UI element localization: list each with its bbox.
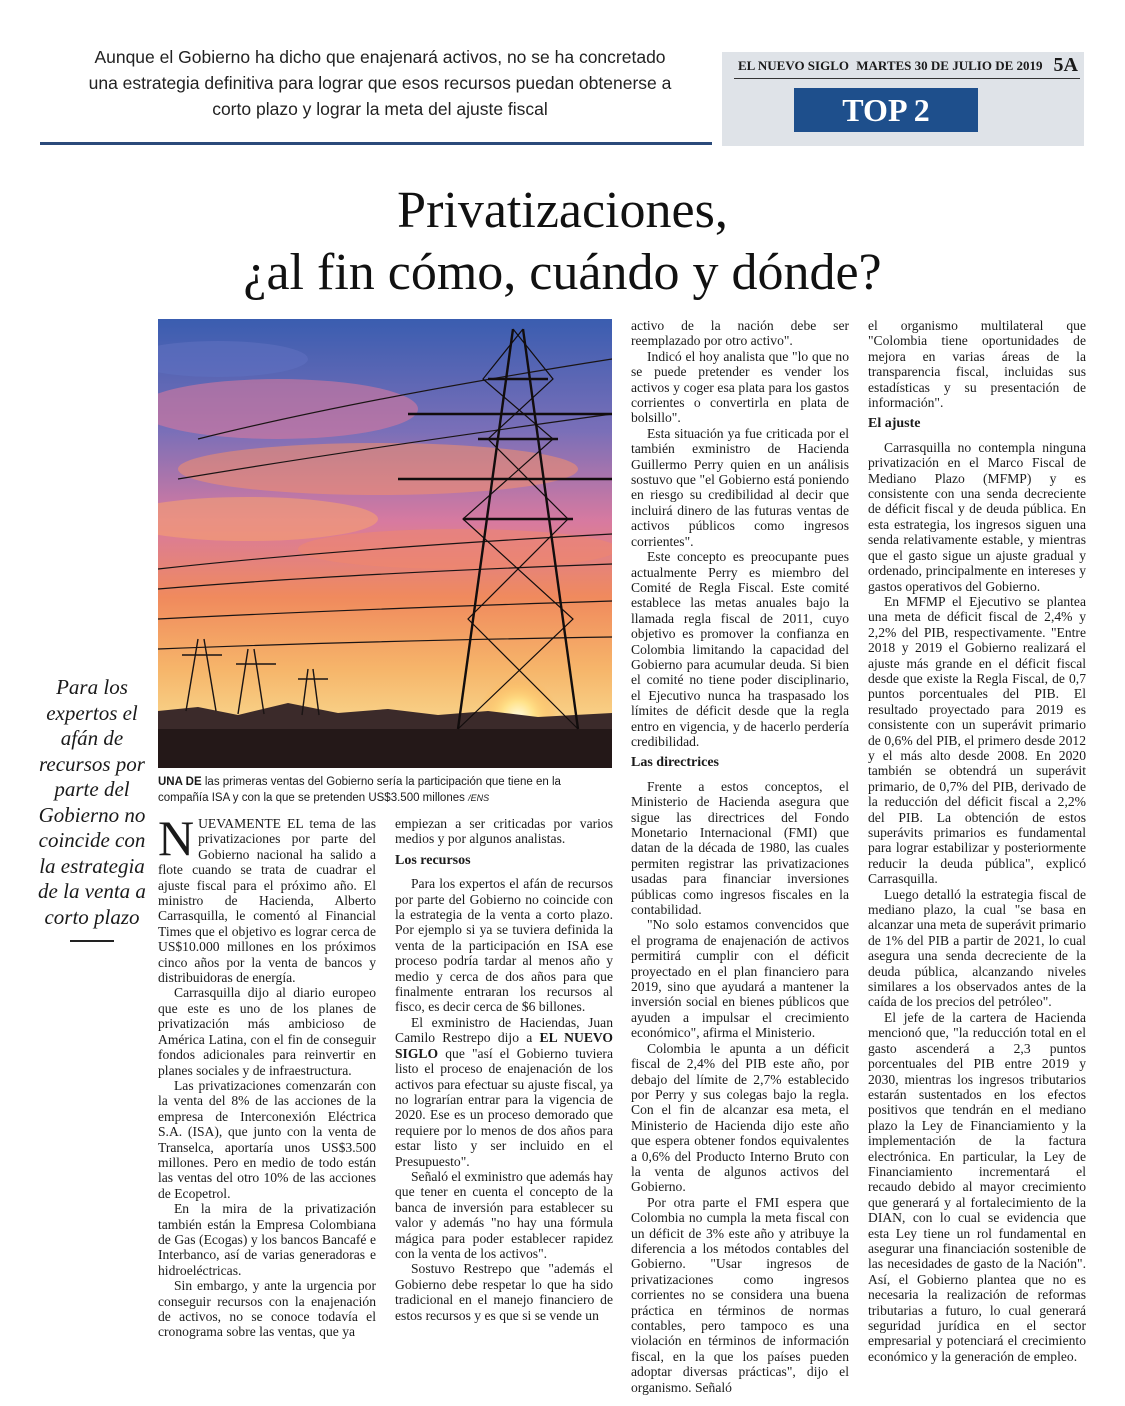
paragraph: Carrasquilla dijo al diario europeo que este es uno de los planes de privatización más ambicioso de América Latina, con el fin de conseguir fondos adicionales para reinvertir en planes sociales y de infraestructura. <box>158 985 376 1078</box>
paragraph: Colombia le apunta a un déficit fiscal de 2,4% del PIB este año, por debajo del límite de 2,7% establecido por Perry y sus colegas bajo la regla. Con el fin de alcanzar esa meta, el Ministerio de Hacienda dijo este año que espera obtener fondos equivalentes a 0,6% del Producto Interno Bruto con la venta de algunos activos del Gobierno. <box>631 1040 849 1195</box>
paragraph: Para los expertos el afán de recursos por parte del Gobierno no coincide con la estrategia de la venta a corto plazo. Por ejemplo si ya se tuviera definida la venta de la participación en ISA ese proceso podría tardar al menos año y medio y cerca de dos años para que finalmente entraran los recursos al fisco, es decir cerca de $6 billones. <box>395 876 613 1015</box>
drop-cap: N <box>158 810 195 866</box>
photo-illustration <box>158 319 612 768</box>
page-number: 5A <box>1053 54 1078 76</box>
subheading-el-ajuste: El ajuste <box>868 416 921 432</box>
deck-divider <box>40 142 712 145</box>
paragraph-text: que "así el Gobierno tuviera listo el proceso de enajenación de los activos para efectuar su ajuste fiscal, ya no lograrían entrar para la vigencia de 2020. Ese es un proceso demorado que requiere por lo menos de dos años para estar listo y ser incluido en el Presupuesto". <box>395 1045 613 1169</box>
article-deck: Aunque el Gobierno ha dicho que enajenará activos, no se ha concretado una estrategia definitiva para lograr que esos recursos puedan obtenerse a corto plazo y lograr la meta del ajuste fiscal <box>88 47 672 119</box>
lead-paragraph <box>158 810 376 986</box>
caption-lead: UNA DE <box>158 776 202 788</box>
newspaper-name: EL NUEVO SIGLO <box>738 58 849 73</box>
paragraph: Este concepto es preocupante pues actualmente Perry es miembro del Comité de Regla Fiscal. Este comité establece las metas anuales bajo la llamada regla fiscal de 2011, cuyo objetivo es promover la confianza en Colombia limitando la capacidad del Gobierno para acumular deuda. Si bien el comité no tiene poder disciplinario, el Ejecutivo nunca ha traspasado los límites de déficit desde que la regla entro en vigencia, y de hacerlo perdería credibilidad. <box>631 549 849 749</box>
paragraph: Luego detalló la estrategia fiscal de mediano plazo, la cual "se basa en alcanzar una meta de superávit primario de 1% del PIB a partir de 2021, lo cual asegura una senda decreciente de la deuda pública, alcanzando niveles similares a los observados antes de la caída de los precios del petróleo". <box>868 886 1086 1010</box>
lead-paragraph-text: UEVAMENTE EL tema de las privatizaciones por parte del Gobierno nacional ha salido a flote cuando se trata de cuadrar el ajuste fiscal para el próximo año. El ministro de Hacienda, Alberto Carrasquilla, le comentó al Financial Times que el objetivo es lograr cerca de US$10.000 millones en los próximos cinco años por la venta de bancos y distribuidoras de energía. <box>158 816 376 986</box>
pull-quote-text: Para los expertos el afán de recursos por parte del Gobierno no coincide con la estrategia de la venta a corto plazo <box>38 675 146 929</box>
paragraph: Indicó el hoy analista que "lo que no se puede pretender es vender los activos y coger esa plata para los gastos corrientes o convertirla en plata de bolsillo". <box>631 348 849 426</box>
paragraph: Sin embargo, y ante la urgencia por conseguir recursos con la enajenación de activos, no se conoce todavía el cronograma sobre las ventas, que ya <box>158 1278 376 1340</box>
paragraph: En MFMP el Ejecutivo se plantea una meta de déficit fiscal de 2,4% y 2,2% del PIB, respectivamente. "Entre 2018 y 2019 el Gobierno realizará el ajuste más grande en el déficit fiscal desde que existe la Regla Fiscal, de 0,7 puntos porcentuales del PIB. El resultado proyectado para 2019 es consistente con un superávit primario de 0,6% del PIB, el primero desde 2012 y el más alto desde 2008. En 2020 también se obtendrá un superávit primario, de 0,7% del PIB, derivado de la reducción del déficit fiscal a 2,2% del PIB. La obtención de estos superávits primarios es fundamental para lograr estabilizar y posteriormente reducir la deuda pública", explicó Carrasquilla. <box>868 593 1086 887</box>
paragraph: el organismo multilateral que "Colombia tiene oportunidades de mejora en varias áreas de la transparencia fiscal, incluidas sus estadísticas y su presentación de información". <box>868 318 1086 411</box>
paragraph: Por otra parte el FMI espera que Colombia no cumpla la meta fiscal con un déficit de 3% este año y atribuye la diferencia a los métodos contables del Gobierno. "Usar ingresos de privatizaciones como ingresos corrientes no se considera una buena práctica en términos de normas contables, pero tampoco es una violación en términos de información fiscal, en la que los países pueden adoptar diversas prácticas", dijo el organismo. Señaló <box>631 1194 849 1395</box>
pull-quote-rule <box>70 940 114 942</box>
article-column-3 <box>631 318 849 1395</box>
paragraph <box>395 1015 613 1169</box>
photo-credit: /ENS <box>468 793 490 803</box>
paragraph: Frente a estos conceptos, el Ministerio de Hacienda asegura que sigue las directrices del Fondo Monetario Internacional (FMI) que datan de la década de 1980, las cuales permiten registrar las privatizaciones usadas para financiar inversiones públicas como ingresos fiscales en la contabilidad. <box>631 778 849 918</box>
issue-date: MARTES 30 DE JULIO DE 2019 <box>856 58 1043 73</box>
header-rule <box>734 78 1080 79</box>
paragraph: "No solo estamos convencidos que el programa de enajenación de activos permitirá cumplir con el déficit proyectado en el plan financiero para 2019, sino que ayudará a mantener la inversión social en bienes públicos que ayuden a impulsar el crecimiento económico", afirma el Ministerio. <box>631 917 849 1041</box>
paragraph: empiezan a ser criticadas por varios medios y por algunos analistas. <box>395 816 613 847</box>
headline-line-2: ¿al fin cómo, cuándo y dónde? <box>243 244 882 301</box>
pull-quote <box>36 675 148 942</box>
subheading-los-recursos: Los recursos <box>395 852 471 868</box>
paragraph: En la mira de la privatización también están la Empresa Colombiana de Gas (Ecogas) y los bancos Bancafé e Interbanco, así de varias generadoras e hidroeléctricas. <box>158 1201 376 1278</box>
paragraph: El jefe de la cartera de Hacienda mencionó que, "la reducción total en el gasto ascenderá a 2,3 puntos porcentuales del PIB entre 2019 y 2030, mientras los ingresos tributarios estarán sustentados en los efectos positivos que tendrán en el mediano plazo la Ley de Financiamiento y la implementación de la factura electrónica. En particular, la Ley de Financiamiento incrementará el recaudo debido al mayor crecimiento que generará y al fortalecimiento de la DIAN, con lo cual se evidencia que esta Ley tiene un rol fundamental en asegurar una financiación sostenible de las necesidades de gasto de la Nación". Así, el Gobierno plantea que no es necesaria la realización de reformas tributarias a futuro, lo cual generará seguridad jurídica en el sector empresarial y potenciará el crecimiento económico y la generación de empleo. <box>868 1009 1086 1364</box>
paragraph: activo de la nación debe ser reemplazado por otro activo". <box>631 318 849 349</box>
article-column-4 <box>868 318 1086 1364</box>
headline-line-1: Privatizaciones, <box>397 182 728 239</box>
pylon-sunset-photo <box>158 319 612 768</box>
paragraph: Sostuvo Restrepo que "además el Gobierno debe respetar lo que ha sido tradicional en el manejo financiero de estos recursos y es que si se vende un <box>395 1261 613 1323</box>
paragraph: Esta situación ya fue criticada por el también exministro de Hacienda Guillermo Perry quien en un análisis sostuvo que "el Gobierno está poniendo en riesgo su credibilidad al decir que incluirá dinero de las futuras ventas de activos públicos como ingresos corrientes". <box>631 425 849 549</box>
headline <box>100 180 1025 304</box>
subheading-las-directrices: Las directrices <box>631 755 719 771</box>
photo-caption <box>158 774 612 806</box>
paragraph: Señaló el exministro que además hay que tener en cuenta el concepto de la banca de inversión para establecer su valor y además "no hay una fórmula mágica para poder establecer rapidez con la venta de los activos". <box>395 1168 613 1261</box>
paragraph: Las privatizaciones comenzarán con la venta del 8% de las acciones de la empresa de Interconexión Eléctrica S.A. (ISA), que junto con la venta de Transelca, aportaría unos US$3.500 millones. Pero en medio de todo están las ventas del otro 10% de las acciones de Ecopetrol. <box>158 1077 376 1201</box>
caption-text: las primeras ventas del Gobierno sería la participación que tiene en la compañía ISA y con la que se pretenden US$3.500 millones <box>158 776 561 804</box>
paragraph-text: El exministro de Haciendas, Juan Camilo Restrepo dijo a <box>395 1014 613 1046</box>
section-badge: TOP 2 <box>794 88 978 132</box>
page-header-line <box>738 54 1078 76</box>
article-column-1 <box>158 810 376 1340</box>
newspaper-mention: EL NUEVO SIGLO <box>395 1030 614 1061</box>
article-column-2 <box>395 816 613 1323</box>
paragraph: Carrasquilla no contempla ninguna privatización en el Marco Fiscal de Mediano Plazo (MFMP) y es consistente con una senda decreciente de déficit fiscal y de deuda pública. En esta estrategia, los ingresos siguen una senda relativamente estable, y mientras que el gasto sigue un ajuste gradual y ordenado, principalmente en intereses y gastos operativos del Gobierno. <box>868 439 1086 594</box>
